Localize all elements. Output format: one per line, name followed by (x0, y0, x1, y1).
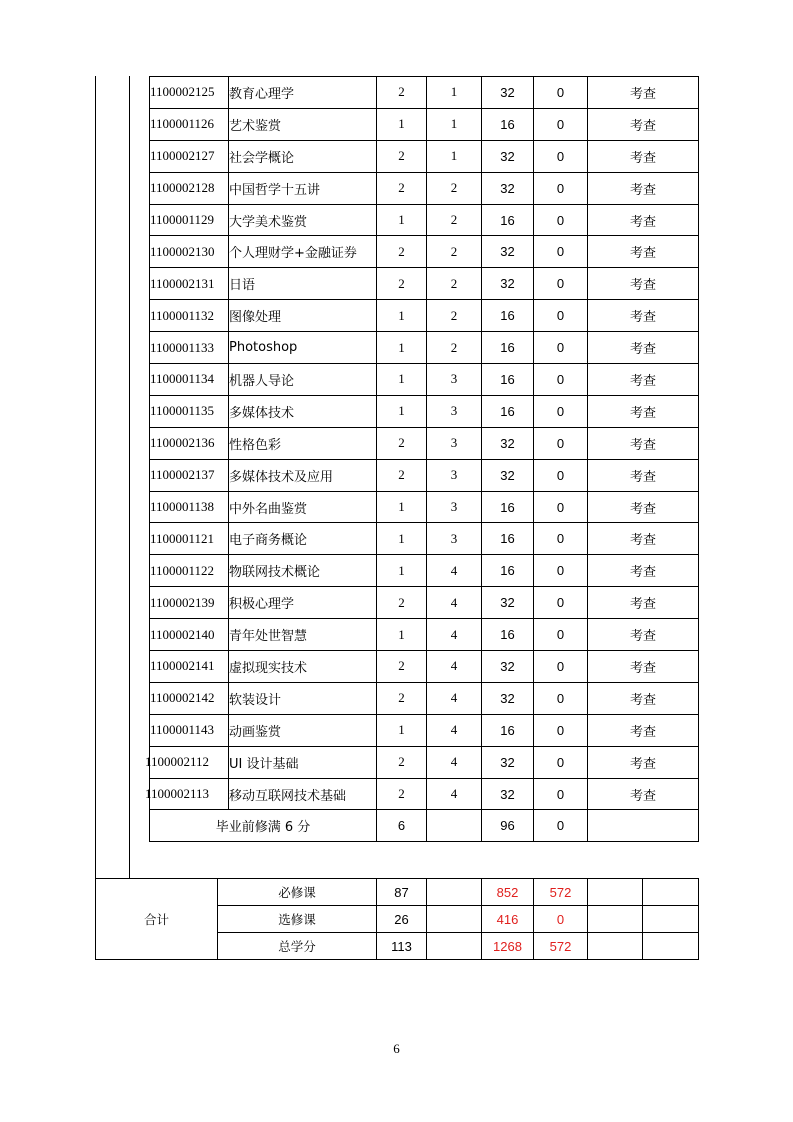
course-credits: 1 (377, 332, 427, 364)
course-row (150, 268, 699, 300)
course-hours: 32 (482, 427, 534, 459)
course-row (150, 682, 699, 714)
course-row (150, 587, 699, 619)
course-hours: 32 (482, 587, 534, 619)
course-row (150, 364, 699, 396)
course-name: 艺术鉴赏 (229, 108, 377, 140)
course-semester: 4 (427, 651, 482, 683)
course-practice-hours: 0 (534, 140, 588, 172)
course-assessment: 考查 (588, 459, 699, 491)
course-semester: 1 (427, 140, 482, 172)
course-code: 1100001143 (150, 722, 215, 738)
outer-left-rule (95, 76, 96, 879)
course-row (150, 108, 699, 140)
course-semester: 3 (427, 459, 482, 491)
course-credits: 1 (377, 491, 427, 523)
course-row (150, 651, 699, 683)
course-practice-hours: 0 (534, 714, 588, 746)
course-code: 1100001134 (150, 371, 215, 387)
course-name: 动画鉴赏 (229, 714, 377, 746)
course-code-cell (150, 236, 229, 268)
summary-practice: 0 (534, 906, 588, 933)
course-code: 1100001135 (150, 403, 215, 419)
summary-empty-cell (427, 879, 482, 906)
course-assessment: 考查 (588, 268, 699, 300)
course-name: 日语 (229, 268, 377, 300)
course-assessment: 考查 (588, 204, 699, 236)
course-code-cell (150, 555, 229, 587)
course-hours: 32 (482, 651, 534, 683)
summary-credits: 113 (377, 933, 427, 960)
course-code-cell (150, 619, 229, 651)
course-row (150, 714, 699, 746)
course-practice-hours: 0 (534, 746, 588, 778)
course-code-cell (150, 651, 229, 683)
course-semester: 3 (427, 523, 482, 555)
course-assessment: 考查 (588, 236, 699, 268)
course-semester: 4 (427, 778, 482, 810)
course-row (150, 619, 699, 651)
course-name: 虚拟现实技术 (229, 651, 377, 683)
course-row (150, 778, 699, 810)
course-practice-hours: 0 (534, 204, 588, 236)
course-semester: 2 (427, 332, 482, 364)
summary-empty-cell (588, 933, 643, 960)
course-code: 1100002130 (150, 243, 215, 259)
course-code: 1100002113 (145, 786, 210, 802)
course-code-cell (150, 108, 229, 140)
course-credits: 1 (377, 108, 427, 140)
course-hours: 16 (482, 714, 534, 746)
page-number: 6 (393, 1041, 400, 1056)
course-row (150, 395, 699, 427)
course-credits: 1 (377, 364, 427, 396)
summary-practice: 572 (534, 933, 588, 960)
course-assessment: 考查 (588, 619, 699, 651)
course-code-cell (150, 77, 229, 109)
course-credits: 1 (377, 619, 427, 651)
course-code: 1100001121 (150, 530, 215, 546)
course-code: 1100001126 (150, 116, 215, 132)
course-hours: 32 (482, 140, 534, 172)
course-code-cell (150, 523, 229, 555)
course-practice-hours: 0 (534, 619, 588, 651)
summary-practice: 572 (534, 879, 588, 906)
inner-left-rule (129, 76, 130, 879)
course-hours: 16 (482, 523, 534, 555)
course-assessment: 考查 (588, 587, 699, 619)
course-code: 1100001133 (150, 339, 215, 355)
course-hours: 16 (482, 332, 534, 364)
course-table-body (145, 77, 699, 842)
course-code-cell (150, 300, 229, 332)
course-code: 1100002136 (150, 435, 215, 451)
summary-row-label: 必修课 (218, 879, 377, 906)
elective-total-label: 毕业前修满 6 分 (150, 810, 377, 842)
course-semester: 4 (427, 746, 482, 778)
course-hours: 32 (482, 746, 534, 778)
course-practice-hours: 0 (534, 491, 588, 523)
course-code: 1100002128 (150, 180, 215, 196)
course-practice-hours: 0 (534, 555, 588, 587)
course-hours: 16 (482, 204, 534, 236)
course-name: 大学美术鉴赏 (229, 204, 377, 236)
course-semester: 4 (427, 714, 482, 746)
course-assessment: 考查 (588, 682, 699, 714)
course-semester: 3 (427, 427, 482, 459)
course-hours: 16 (482, 491, 534, 523)
course-practice-hours: 0 (534, 268, 588, 300)
course-code: 1100002131 (150, 275, 215, 291)
course-hours: 16 (482, 364, 534, 396)
course-code: 1100002140 (150, 626, 215, 642)
course-hours: 16 (482, 300, 534, 332)
course-semester: 2 (427, 204, 482, 236)
course-credits: 2 (377, 236, 427, 268)
course-semester: 4 (427, 619, 482, 651)
course-name: 性格色彩 (229, 427, 377, 459)
course-code: 1100001132 (150, 307, 215, 323)
course-code-cell (150, 491, 229, 523)
course-hours: 16 (482, 619, 534, 651)
course-code-cell (150, 714, 229, 746)
course-assessment: 考查 (588, 108, 699, 140)
course-semester: 4 (427, 555, 482, 587)
course-credits: 1 (377, 523, 427, 555)
course-row (150, 555, 699, 587)
course-hours: 16 (482, 555, 534, 587)
course-practice-hours: 0 (534, 395, 588, 427)
course-assessment: 考查 (588, 140, 699, 172)
course-name: Photoshop (229, 332, 377, 364)
summary-table (95, 878, 699, 960)
elective-total-practice: 0 (534, 810, 588, 842)
course-credits: 2 (377, 778, 427, 810)
course-row (150, 491, 699, 523)
course-semester: 3 (427, 491, 482, 523)
course-code: 1100002125 (150, 84, 215, 100)
course-code: 1100001122 (150, 562, 215, 578)
course-name: 积极心理学 (229, 587, 377, 619)
course-credits: 1 (377, 395, 427, 427)
course-row (150, 140, 699, 172)
course-hours: 32 (482, 172, 534, 204)
course-code-cell (145, 746, 229, 778)
elective-total-hours: 96 (482, 810, 534, 842)
summary-row-label: 选修课 (218, 906, 377, 933)
course-code-cell (150, 268, 229, 300)
course-semester: 3 (427, 364, 482, 396)
course-credits: 1 (377, 555, 427, 587)
course-code-cell (150, 172, 229, 204)
course-code-cell (150, 140, 229, 172)
course-practice-hours: 0 (534, 108, 588, 140)
elective-total-credits: 6 (377, 810, 427, 842)
summary-empty-cell (427, 933, 482, 960)
summary-credits: 87 (377, 879, 427, 906)
course-code-cell (150, 364, 229, 396)
course-code-cell (145, 778, 229, 810)
course-hours: 16 (482, 395, 534, 427)
course-row (150, 332, 699, 364)
course-name: UI 设计基础 (229, 746, 377, 778)
summary-empty-cell (643, 906, 699, 933)
course-row (150, 300, 699, 332)
course-practice-hours: 0 (534, 523, 588, 555)
course-name: 青年处世智慧 (229, 619, 377, 651)
course-code-cell (150, 682, 229, 714)
course-assessment: 考查 (588, 172, 699, 204)
summary-empty-cell (588, 879, 643, 906)
course-row (150, 77, 699, 109)
course-code: 1100002127 (150, 148, 215, 164)
course-assessment: 考查 (588, 491, 699, 523)
course-semester: 1 (427, 108, 482, 140)
summary-row-label: 总学分 (218, 933, 377, 960)
course-practice-hours: 0 (534, 587, 588, 619)
course-name: 图像处理 (229, 300, 377, 332)
course-hours: 32 (482, 459, 534, 491)
course-name: 电子商务概论 (229, 523, 377, 555)
course-assessment: 考查 (588, 395, 699, 427)
summary-hours: 852 (482, 879, 534, 906)
course-row (150, 204, 699, 236)
course-row (150, 523, 699, 555)
course-assessment: 考查 (588, 746, 699, 778)
course-credits: 2 (377, 172, 427, 204)
course-practice-hours: 0 (534, 332, 588, 364)
course-hours: 16 (482, 108, 534, 140)
summary-hours: 1268 (482, 933, 534, 960)
course-semester: 1 (427, 77, 482, 109)
course-credits: 2 (377, 651, 427, 683)
course-assessment: 考查 (588, 714, 699, 746)
course-practice-hours: 0 (534, 300, 588, 332)
course-name: 软装设计 (229, 682, 377, 714)
empty-cell (427, 810, 482, 842)
course-hours: 32 (482, 778, 534, 810)
course-code: 1100002142 (150, 690, 215, 706)
course-assessment: 考查 (588, 523, 699, 555)
summary-hours: 416 (482, 906, 534, 933)
course-code: 1100001129 (150, 212, 215, 227)
course-name: 多媒体技术 (229, 395, 377, 427)
course-semester: 2 (427, 268, 482, 300)
summary-empty-cell (643, 933, 699, 960)
course-code: 1100002112 (145, 754, 210, 770)
course-semester: 2 (427, 236, 482, 268)
summary-empty-cell (643, 879, 699, 906)
elective-total-row (150, 810, 699, 842)
course-hours: 32 (482, 236, 534, 268)
course-credits: 2 (377, 682, 427, 714)
course-practice-hours: 0 (534, 651, 588, 683)
course-name: 多媒体技术及应用 (229, 459, 377, 491)
course-credits: 2 (377, 77, 427, 109)
course-hours: 32 (482, 268, 534, 300)
course-code-cell (150, 204, 229, 236)
course-name: 物联网技术概论 (229, 555, 377, 587)
course-name: 机器人导论 (229, 364, 377, 396)
course-row (150, 746, 699, 778)
course-name: 中外名曲鉴赏 (229, 491, 377, 523)
course-assessment: 考查 (588, 300, 699, 332)
summary-empty-cell (427, 906, 482, 933)
course-credits: 1 (377, 300, 427, 332)
course-code: 1100001138 (150, 499, 215, 515)
course-credits: 2 (377, 427, 427, 459)
course-code-cell (150, 427, 229, 459)
course-code-cell (150, 459, 229, 491)
course-semester: 2 (427, 172, 482, 204)
course-name: 移动互联网技术基础 (229, 778, 377, 810)
course-semester: 4 (427, 587, 482, 619)
course-assessment: 考查 (588, 77, 699, 109)
course-credits: 2 (377, 140, 427, 172)
course-code-cell (150, 395, 229, 427)
course-name: 教育心理学 (229, 77, 377, 109)
course-row (150, 459, 699, 491)
course-assessment: 考查 (588, 332, 699, 364)
course-practice-hours: 0 (534, 682, 588, 714)
course-assessment: 考查 (588, 778, 699, 810)
course-credits: 1 (377, 204, 427, 236)
course-credits: 1 (377, 714, 427, 746)
course-code: 1100002141 (150, 658, 215, 674)
summary-row (96, 879, 699, 906)
course-code-cell (150, 332, 229, 364)
course-name: 个人理财学+金融证券 (229, 236, 377, 268)
course-semester: 3 (427, 395, 482, 427)
elective-course-table (145, 76, 699, 842)
course-semester: 4 (427, 682, 482, 714)
course-practice-hours: 0 (534, 459, 588, 491)
course-credits: 2 (377, 268, 427, 300)
course-code: 1100002139 (150, 594, 215, 610)
course-hours: 32 (482, 682, 534, 714)
course-credits: 2 (377, 459, 427, 491)
course-code: 1100002137 (150, 467, 215, 483)
course-code-cell (150, 587, 229, 619)
course-practice-hours: 0 (534, 364, 588, 396)
course-row (150, 172, 699, 204)
course-practice-hours: 0 (534, 172, 588, 204)
course-row (150, 427, 699, 459)
course-assessment: 考查 (588, 651, 699, 683)
course-row (150, 236, 699, 268)
summary-empty-cell (588, 906, 643, 933)
course-credits: 2 (377, 587, 427, 619)
empty-cell (588, 810, 699, 842)
summary-credits: 26 (377, 906, 427, 933)
course-practice-hours: 0 (534, 427, 588, 459)
summary-label: 合计 (96, 879, 218, 960)
course-assessment: 考查 (588, 555, 699, 587)
course-assessment: 考查 (588, 427, 699, 459)
course-credits: 2 (377, 746, 427, 778)
course-practice-hours: 0 (534, 778, 588, 810)
course-semester: 2 (427, 300, 482, 332)
course-assessment: 考查 (588, 364, 699, 396)
course-hours: 32 (482, 77, 534, 109)
course-practice-hours: 0 (534, 77, 588, 109)
course-practice-hours: 0 (534, 236, 588, 268)
course-name: 社会学概论 (229, 140, 377, 172)
course-name: 中国哲学十五讲 (229, 172, 377, 204)
